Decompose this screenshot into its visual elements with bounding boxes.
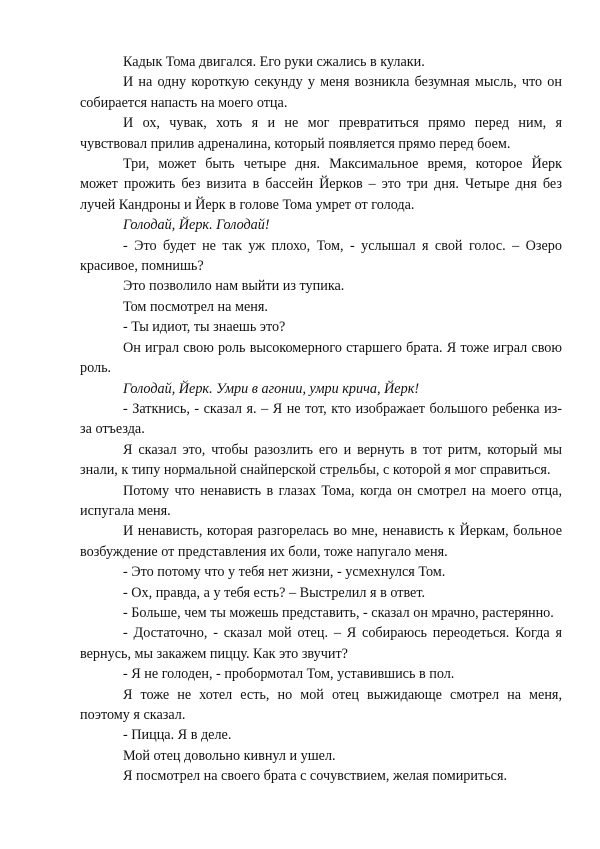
text-line: может прожить без визита в бассейн Йерков – это три дня. Четыре дня без: [80, 176, 562, 193]
paragraph: [80, 603, 562, 623]
paragraph: [80, 440, 562, 481]
text-line: вернусь, мы закажем пиццу. Как это звучит?: [80, 645, 348, 662]
text-line: - Я не голоден, - пробормотал Том, уставившись в пол.: [123, 666, 455, 683]
text-line: Мой отец довольно кивнул и ушел.: [123, 747, 336, 764]
paragraph: [80, 746, 562, 766]
text-line: знали, к типу нормальной снайперской стрельбы, с которой я мог справиться.: [80, 462, 551, 479]
paragraph: [80, 215, 562, 235]
text-line: Кадык Тома двигался. Его руки сжались в кулаки.: [123, 54, 425, 70]
text-line: - Заткнись, - сказал я. – Я не тот, кто изображает большого ребенка из-: [123, 400, 562, 417]
text-line: Это позволило нам выйти из тупика.: [123, 278, 345, 295]
text-line: Голодай, Йерк. Умри в агонии, умри крича, Йерк!: [123, 380, 420, 397]
text-line: - Достаточно, - сказал мой отец. – Я собираюсь переодеться. Когда я: [123, 625, 562, 642]
paragraph: [80, 379, 562, 399]
text-line: собирается напасть на моего отца.: [80, 94, 288, 111]
paragraph: [80, 72, 562, 113]
document-text-body: [80, 52, 562, 787]
paragraph: [80, 562, 562, 582]
text-line: - Ох, правда, а у тебя есть? – Выстрелил я в ответ.: [123, 584, 426, 601]
paragraph: [80, 664, 562, 684]
paragraph: [80, 113, 562, 154]
text-line: чувствовал прилив адреналина, который появляется прямо перед боем.: [80, 135, 511, 152]
paragraph: [80, 52, 562, 72]
paragraph: [80, 154, 562, 215]
text-line: возбуждение от представления их боли, тоже напугало меня.: [80, 543, 448, 560]
text-line: испугала меня.: [80, 502, 171, 519]
text-line: лучей Кандроны и Йерк в голове Тома умрет от голода.: [80, 196, 415, 213]
text-line: Голодай, Йерк. Голодай!: [123, 217, 270, 234]
text-line: Я сказал это, чтобы разозлить его и вернуть в тот ритм, который мы: [123, 441, 562, 458]
paragraph: [80, 236, 562, 277]
text-line: красивое, помнишь?: [80, 258, 204, 275]
paragraph: [80, 521, 562, 562]
text-line: И ох, чувак, хоть я и не мог превратиться прямо перед ним, я: [123, 115, 562, 132]
text-line: роль.: [80, 360, 112, 377]
text-line: - Ты идиот, ты знаешь это?: [123, 319, 286, 336]
paragraph: [80, 766, 562, 786]
paragraph: [80, 725, 562, 745]
paragraph: [80, 276, 562, 296]
paragraph: [80, 685, 562, 726]
text-line: И ненависть, которая разгорелась во мне, ненависть к Йеркам, больное: [123, 523, 562, 540]
text-line: Том посмотрел на меня.: [123, 298, 268, 315]
text-line: - Пицца. Я в деле.: [123, 727, 232, 744]
text-line: Он играл свою роль высокомерного старшего брата. Я тоже играл свою: [123, 339, 562, 356]
paragraph: [80, 623, 562, 664]
paragraph: [80, 297, 562, 317]
text-line: поэтому я сказал.: [80, 707, 186, 723]
paragraph: [80, 338, 562, 379]
text-line: Три, может быть четыре дня. Максимальное время, которое Йерк: [123, 156, 562, 173]
text-line: - Это будет не так уж плохо, Том, - услышал я свой голос. – Озеро: [123, 237, 562, 254]
paragraph: [80, 481, 562, 522]
text-line: - Больше, чем ты можешь представить, - сказал он мрачно, растерянно.: [123, 604, 554, 621]
text-line: И на одну короткую секунду у меня возникла безумная мысль, что он: [123, 74, 562, 91]
text-line: Потому что ненависть в глазах Тома, когда он смотрел на моего отца,: [123, 482, 562, 499]
paragraph: [80, 399, 562, 440]
text-line: - Это потому что у тебя нет жизни, - усмехнулся Том.: [123, 564, 446, 581]
paragraph: [80, 583, 562, 603]
text-line: Я тоже не хотел есть, но мой отец выжидающе смотрел на меня,: [123, 686, 562, 703]
text-line: за отъезда.: [80, 421, 145, 438]
paragraph: [80, 317, 562, 337]
text-line: Я посмотрел на своего брата с сочувствием, желая помириться.: [123, 768, 508, 785]
